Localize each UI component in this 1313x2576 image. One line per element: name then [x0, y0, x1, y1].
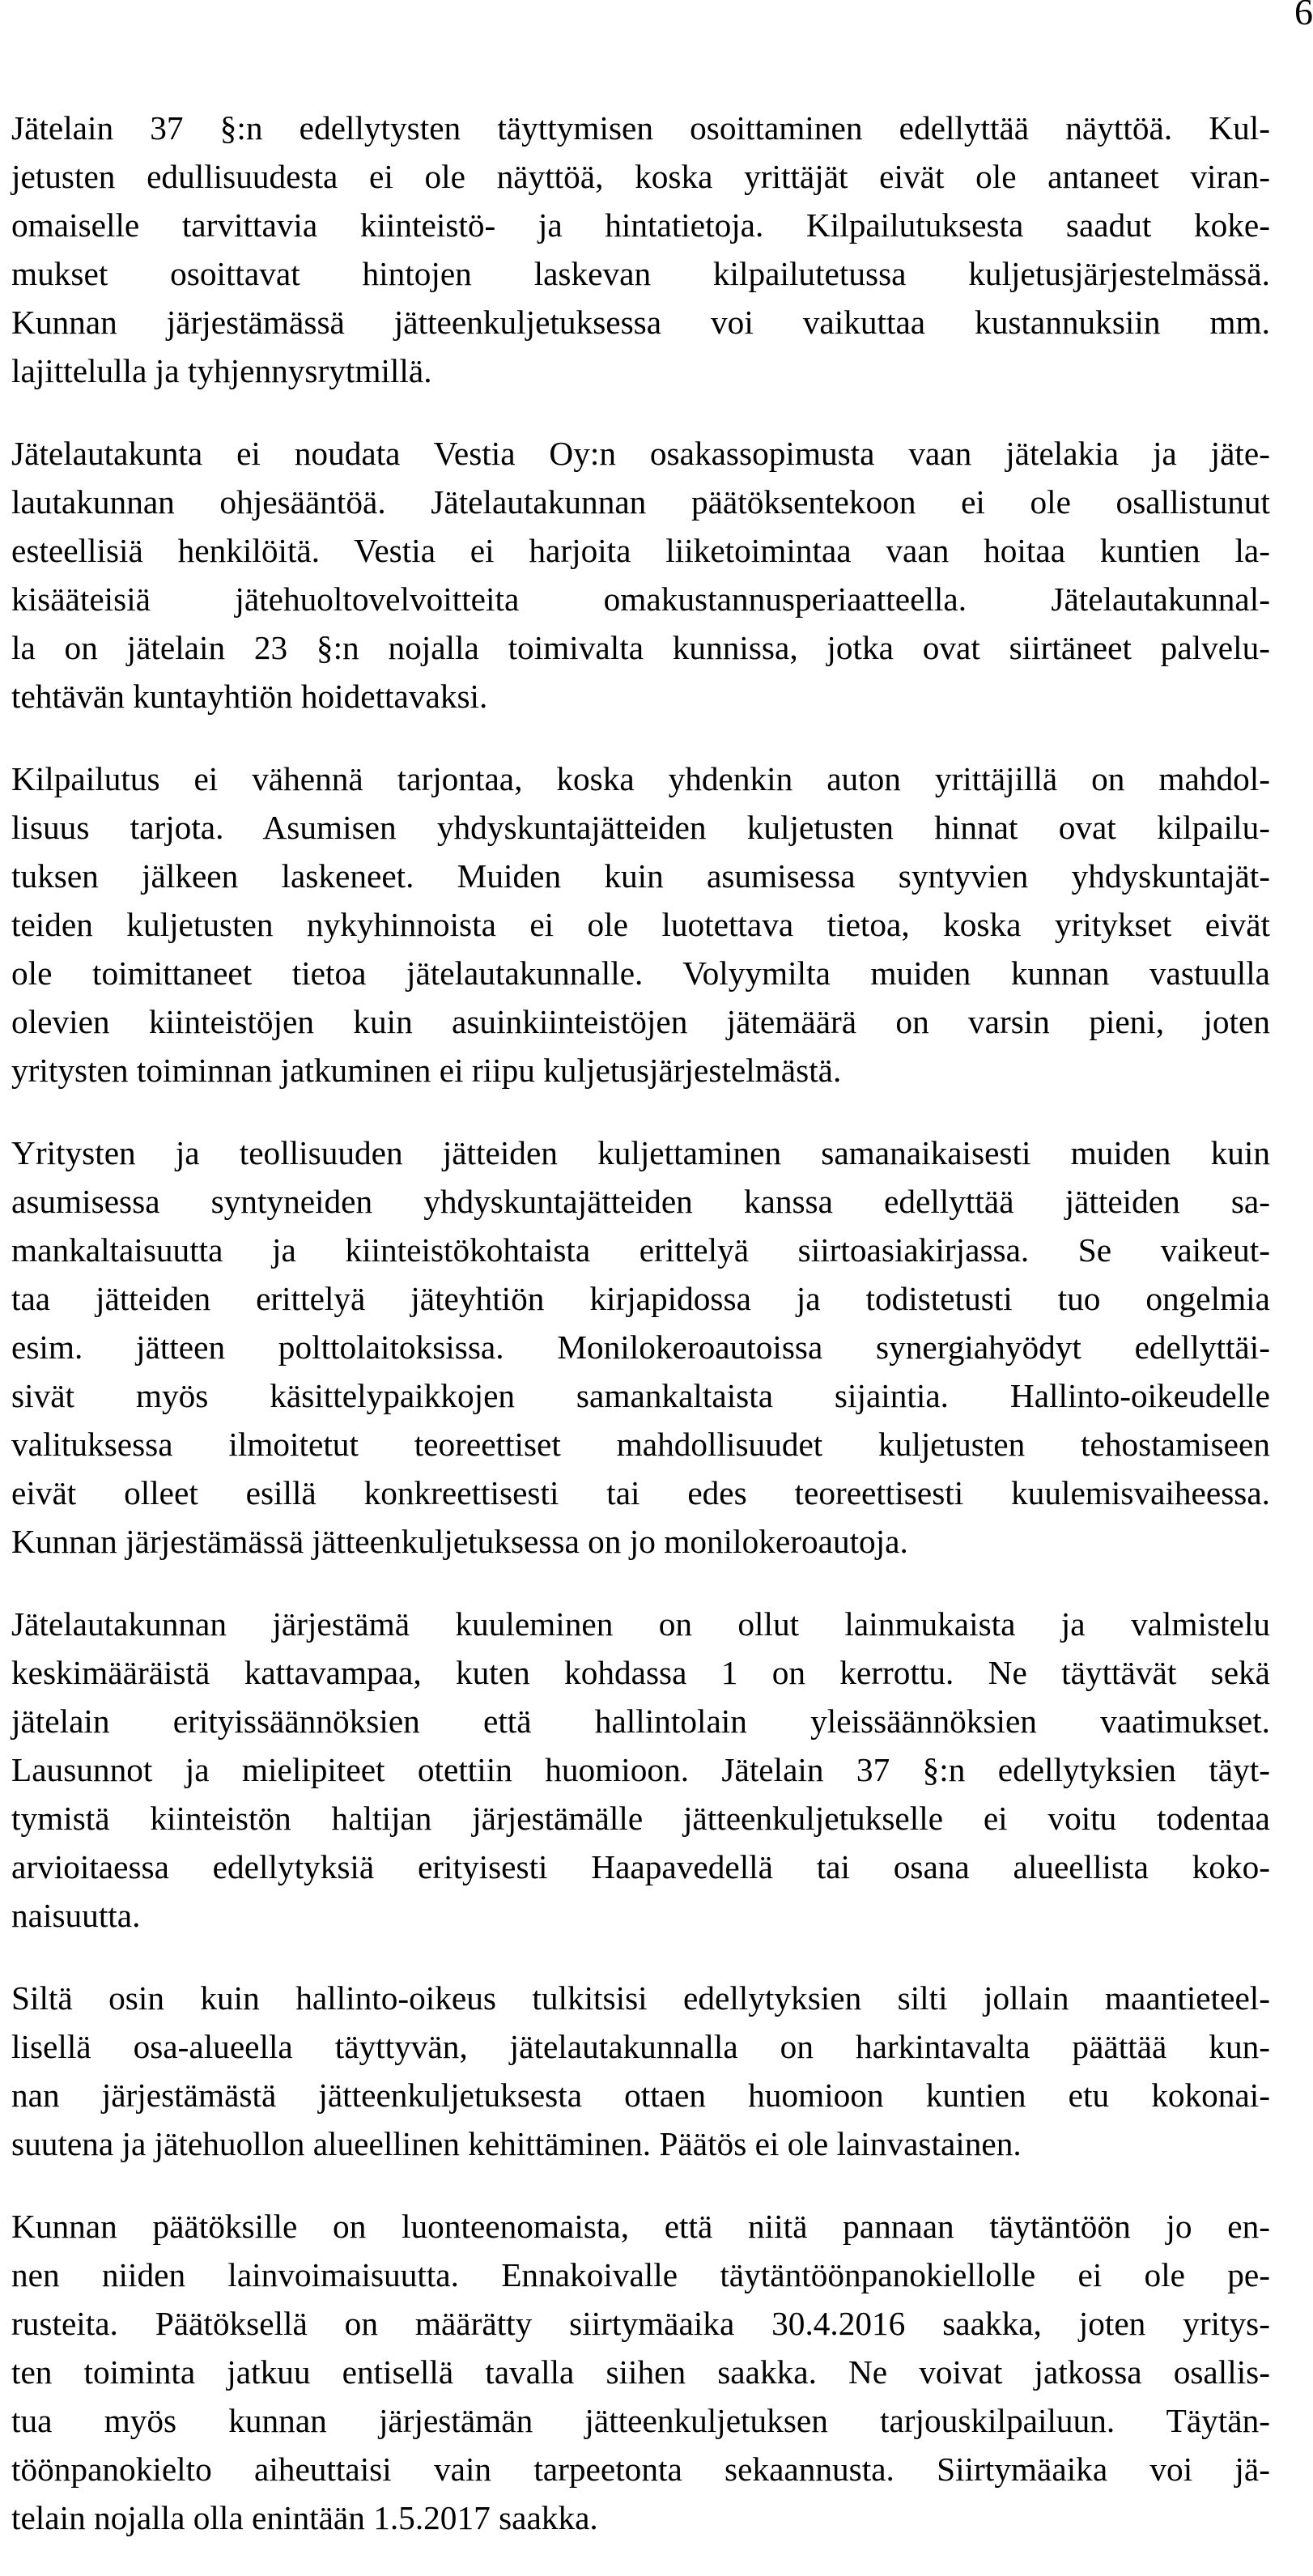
text-line: la on jätelain 23 §:n nojalla toimivalta kunnissa, jotka ovat siirtäneet palvelu-	[11, 629, 1270, 666]
text-line: telain nojalla olla enintään 1.5.2017 saakka.	[11, 2499, 598, 2536]
text-line: lautakunnan ohjesääntöä. Jätelautakunnan päätöksentekoon ei ole osallistunut	[11, 483, 1270, 521]
text-line: Jätelautakunnan järjestämä kuuleminen on ollut lainmukaista ja valmistelu	[11, 1605, 1270, 1643]
text-line: taa jätteiden erittelyä jäteyhtiön kirjapidossa ja todistetusti tuo ongelmia	[11, 1280, 1270, 1317]
paragraph	[11, 104, 1270, 395]
text-line: Lausunnot ja mielipiteet otettiin huomioon. Jätelain 37 §:n edellytyksien täyt-	[11, 1751, 1270, 1788]
text-line: omaiselle tarvittavia kiinteistö- ja hintatietoja. Kilpailutuksesta saadut koke-	[11, 206, 1270, 244]
text-line: mankaltaisuutta ja kiinteistökohtaista erittelyä siirtoasiakirjassa. Se vaikeut-	[11, 1231, 1270, 1269]
text-line: yritysten toiminnan jatkuminen ei riipu kuljetusjärjestelmästä.	[11, 1052, 842, 1089]
text-line: rusteita. Päätöksellä on määrätty siirtymäaika 30.4.2016 saakka, joten yritys-	[11, 2305, 1270, 2342]
text-line: lajittelulla ja tyhjennysrytmillä.	[11, 352, 432, 389]
text-line: Kilpailutus ei vähennä tarjontaa, koska yhdenkin auton yrittäjillä on mahdol-	[11, 760, 1270, 797]
text-line: teiden kuljetusten nykyhinnoista ei ole luotettava tietoa, koska yritykset eivät	[11, 906, 1270, 943]
text-line: tua myös kunnan järjestämän jätteenkuljetuksen tarjouskilpailuun. Täytän-	[11, 2402, 1270, 2439]
text-line: kisääteisiä jätehuoltovelvoitteita omakustannusperiaatteella. Jätelautakunnal-	[11, 580, 1270, 618]
text-line: töönpanokielto aiheuttaisi vain tarpeetonta sekaannusta. Siirtymäaika voi jä-	[11, 2451, 1270, 2488]
text-line: Jätelautakunta ei noudata Vestia Oy:n osakassopimusta vaan jätelakia ja jäte-	[11, 435, 1270, 472]
text-line: ole toimittaneet tietoa jätelautakunnalle. Volyymilta muiden kunnan vastuulla	[11, 954, 1270, 992]
text-line: Kunnan järjestämässä jätteenkuljetuksessa on jo monilokeroautoja.	[11, 1523, 908, 1560]
paragraph	[11, 1974, 1270, 2168]
text-line: naisuutta.	[11, 1897, 141, 1934]
text-line: olevien kiinteistöjen kuin asuinkiinteistöjen jätemäärä on varsin pieni, joten	[11, 1003, 1270, 1040]
paragraph	[11, 1600, 1270, 1940]
text-line: Siltä osin kuin hallinto-oikeus tulkitsisi edellytyksien silti jollain maantieteel-	[11, 1979, 1270, 2017]
text-line: tuksen jälkeen laskeneet. Muiden kuin asumisessa syntyvien yhdyskuntajät-	[11, 857, 1270, 895]
text-line: suutena ja jätehuollon alueellinen kehittäminen. Päätös ei ole lainvastainen.	[11, 2125, 1022, 2162]
text-line: esim. jätteen polttolaitoksissa. Monilokeroautoissa synergiahyödyt edellyttäi-	[11, 1328, 1270, 1366]
text-line: ten toiminta jatkuu entisellä tavalla siihen saakka. Ne voivat jatkossa osallis-	[11, 2353, 1270, 2391]
document-body	[11, 104, 1270, 2576]
text-line: tehtävän kuntayhtiön hoidettavaksi.	[11, 678, 488, 715]
page-number: 6	[1294, 0, 1313, 32]
text-line: tymistä kiinteistön haltijan järjestämälle jätteenkuljetukselle ei voitu todentaa	[11, 1800, 1270, 1837]
text-line: nen niiden lainvoimaisuutta. Ennakoivalle täytäntöönpanokiellolle ei ole pe-	[11, 2256, 1270, 2293]
text-line: Kunnan järjestämässä jätteenkuljetuksessa voi vaikuttaa kustannuksiin mm.	[11, 304, 1270, 341]
text-line: Jätelain 37 §:n edellytysten täyttymisen osoittaminen edellyttää näyttöä. Kul-	[11, 109, 1270, 147]
text-line: lisellä osa-alueella täyttyvän, jätelautakunnalla on harkintavalta päättää kun-	[11, 2028, 1270, 2065]
paragraph	[11, 429, 1270, 721]
text-line: jätelain erityissäännöksien että hallintolain yleissäännöksien vaatimukset.	[11, 1702, 1270, 1740]
text-line: arvioitaessa edellytyksiä erityisesti Haapavedellä tai osana alueellista koko-	[11, 1848, 1270, 1885]
text-line: lisuus tarjota. Asumisen yhdyskuntajätteiden kuljetusten hinnat ovat kilpailu-	[11, 809, 1270, 846]
paragraph	[11, 1129, 1270, 1566]
text-line: eivät olleet esillä konkreettisesti tai edes teoreettisesti kuulemisvaiheessa.	[11, 1474, 1270, 1511]
text-line: sivät myös käsittelypaikkojen samankaltaista sijaintia. Hallinto-oikeudelle	[11, 1377, 1270, 1414]
text-line: Yritysten ja teollisuuden jätteiden kuljettaminen samanaikaisesti muiden kuin	[11, 1134, 1270, 1171]
text-line: jetusten edullisuudesta ei ole näyttöä, koska yrittäjät eivät ole antaneet viran-	[11, 158, 1270, 195]
paragraph	[11, 2202, 1270, 2542]
text-line: esteellisiä henkilöitä. Vestia ei harjoita liiketoimintaa vaan hoitaa kuntien la-	[11, 532, 1270, 569]
text-line: Kunnan päätöksille on luonteenomaista, että niitä pannaan täytäntöön jo en-	[11, 2208, 1270, 2245]
text-line: valituksessa ilmoitetut teoreettiset mahdollisuudet kuljetusten tehostamiseen	[11, 1426, 1270, 1463]
text-line: keskimääräistä kattavampaa, kuten kohdassa 1 on kerrottu. Ne täyttävät sekä	[11, 1654, 1270, 1691]
paragraph	[11, 755, 1270, 1095]
text-line: mukset osoittavat hintojen laskevan kilpailutetussa kuljetusjärjestelmässä.	[11, 255, 1270, 292]
text-line: nan järjestämästä jätteenkuljetuksesta ottaen huomioon kuntien etu kokonai-	[11, 2077, 1270, 2114]
text-line: asumisessa syntyneiden yhdyskuntajätteiden kanssa edellyttää jätteiden sa-	[11, 1183, 1270, 1220]
